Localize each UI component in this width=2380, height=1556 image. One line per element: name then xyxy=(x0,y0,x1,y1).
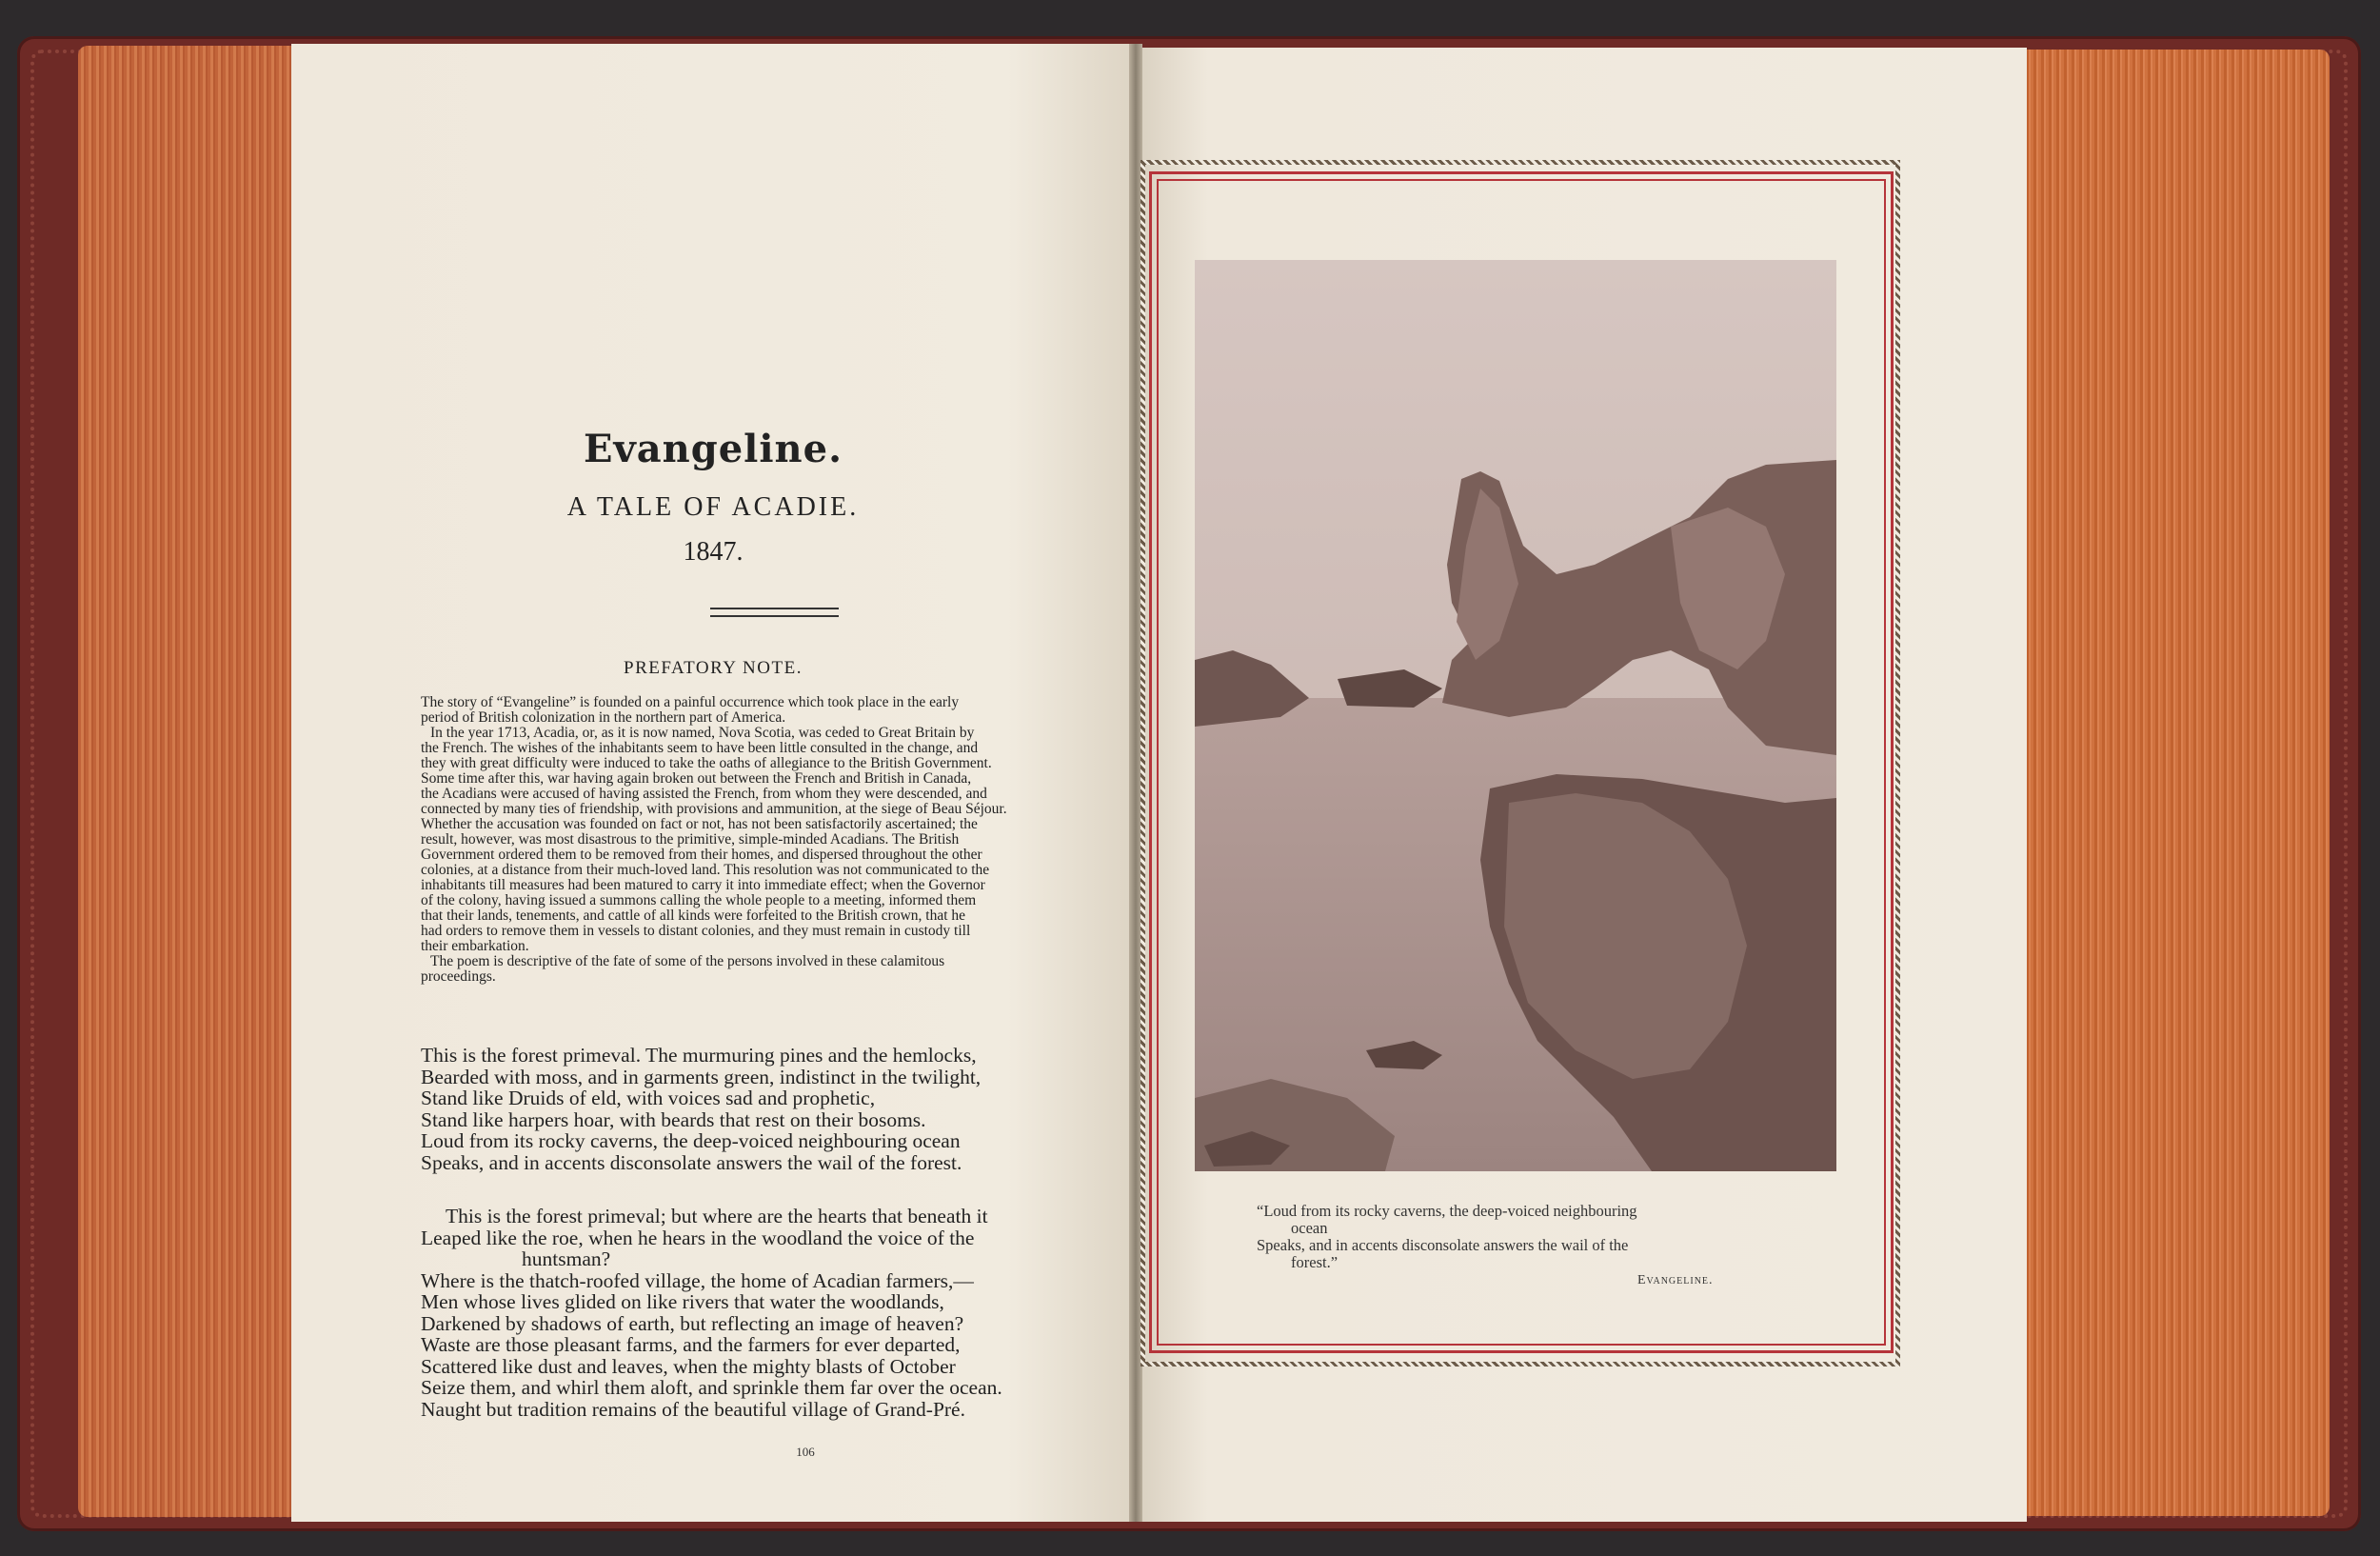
caption-credit: Evangeline. xyxy=(1637,1273,1714,1287)
prose-line: had orders to remove them in vessels to distant colonies, and they must remain in custody till xyxy=(421,923,971,939)
prose-line: connected by many ties of friendship, with provisions and ammunition, at the siege of Beau Séjour. xyxy=(421,801,1007,817)
prefatory-note-text xyxy=(421,695,1135,985)
prose-line: Whether the accusation was founded on fact or not, has not been satisfactorily ascertained; the xyxy=(421,816,978,832)
page-number: 106 xyxy=(796,1445,815,1459)
verse-line: This is the forest primeval. The murmuring pines and the hemlocks, xyxy=(421,1044,977,1067)
verse-line: huntsman? xyxy=(522,1247,611,1270)
double-rule-divider xyxy=(710,608,839,617)
poem-title: Evangeline. xyxy=(584,427,843,471)
prose-line: colonies, at a distance from their much-loved land. This resolution was not communicated to the xyxy=(421,862,990,878)
prose-line: proceedings. xyxy=(421,968,496,985)
coastal-cliffs-photograph xyxy=(1195,260,1836,1171)
caption-line: forest.” xyxy=(1291,1253,1339,1271)
verse-line: Leaped like the roe, when he hears in the woodland the voice of the xyxy=(421,1226,975,1249)
caption-line: ocean xyxy=(1291,1219,1328,1237)
poem-year: 1847. xyxy=(683,537,744,567)
verse-line: Speaks, and in accents disconsolate answers the wail of the forest. xyxy=(421,1150,962,1174)
prose-line: the Acadians were accused of having assisted the French, from whom they were descended, and xyxy=(421,786,987,802)
prefatory-heading: PREFATORY NOTE. xyxy=(624,658,803,678)
prose-line: their embarkation. xyxy=(421,938,529,954)
caption-line: Speaks, and in accents disconsolate answers the wail of the xyxy=(1257,1236,1629,1254)
verse-line: Bearded with moss, and in garments green, indistinct in the twilight, xyxy=(421,1065,982,1088)
verse-line: Waste are those pleasant farms, and the farmers for ever departed, xyxy=(421,1333,961,1356)
photo-caption xyxy=(1257,1203,1771,1271)
prose-line: the French. The wishes of the inhabitants seem to have been little consulted in the change, and xyxy=(421,740,979,756)
prose-line: In the year 1713, Acadia, or, as it is now named, Nova Scotia, was ceded to Great Britain by xyxy=(430,725,975,741)
prose-line: result, however, was most disastrous to the primitive, simple-minded Acadians. The British xyxy=(421,831,960,848)
verse-line: Loud from its rocky caverns, the deep-voiced neighbouring ocean xyxy=(421,1129,961,1152)
prose-line: The poem is descriptive of the fate of some of the persons involved in these calamitous xyxy=(430,953,945,969)
poem-subtitle: A TALE OF ACADIE. xyxy=(566,492,860,522)
verse-line: This is the forest primeval; but where are the hearts that beneath it xyxy=(446,1205,988,1227)
verse-line: Naught but tradition remains of the beautiful village of Grand-Pré. xyxy=(421,1397,965,1421)
prose-line: The story of “Evangeline” is founded on a painful occurrence which took place in the early xyxy=(421,694,960,710)
verse-line: Where is the thatch-roofed village, the home of Acadian farmers,— xyxy=(421,1268,974,1292)
verse-line: Scattered like dust and leaves, when the mighty blasts of October xyxy=(421,1354,956,1378)
prose-line: inhabitants till measures had been matured to carry it into immediate effect; when the Governor xyxy=(421,877,985,893)
right-page-edges xyxy=(2023,50,2330,1516)
verse-line: Stand like Druids of eld, with voices sad and prophetic, xyxy=(421,1087,876,1109)
left-page-edges xyxy=(78,46,297,1517)
prose-line: they with great difficulty were induced to take the oaths of allegiance to the British Government. xyxy=(421,755,992,771)
verse-line: Men whose lives glided on like rivers that water the woodlands, xyxy=(421,1290,944,1313)
verse-line: Seize them, and whirl them aloft, and sprinkle them far over the ocean. xyxy=(421,1376,1002,1399)
verse-stanza-1 xyxy=(421,1045,1135,1173)
left-page xyxy=(291,44,1135,1522)
verse-line: Stand like harpers hoar, with beards that rest on their bosoms. xyxy=(421,1107,926,1131)
verse-stanza-2 xyxy=(421,1206,1135,1420)
prose-line: Some time after this, war having again broken out between the French and British in Canada, xyxy=(421,770,972,787)
verse-line: Darkened by shadows of earth, but reflecting an image of heaven? xyxy=(421,1311,964,1335)
prose-line: Government ordered them to be removed from their homes, and dispersed throughout the other xyxy=(421,847,982,863)
prose-line: period of British colonization in the northern part of America. xyxy=(421,709,786,726)
prose-line: of the colony, having issued a summons calling the whole people to a meeting, informed them xyxy=(421,892,977,908)
caption-line: “Loud from its rocky caverns, the deep-voiced neighbouring xyxy=(1257,1202,1637,1220)
prose-line: that their lands, tenements, and cattle of all kinds were forfeited to the British crown, that he xyxy=(421,908,966,924)
